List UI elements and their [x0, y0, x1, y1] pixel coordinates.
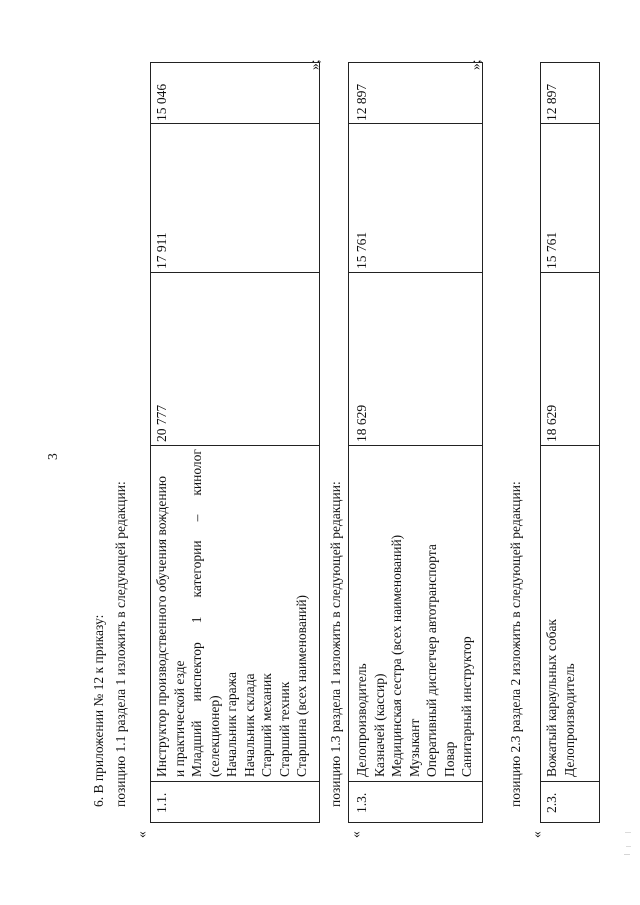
section3-value-3: 12 897	[544, 83, 559, 121]
scan-mark	[624, 854, 630, 855]
section3-value-2: 15 761	[544, 231, 559, 269]
open-quote: «	[529, 831, 544, 838]
scan-mark	[626, 846, 631, 847]
section1-line: Старший техник	[276, 681, 292, 777]
section2-line: Повар	[441, 741, 457, 777]
section1-value-2: 17 911	[154, 232, 169, 269]
section1-value-3: 15 046	[154, 83, 169, 121]
section1-line: Старшина (всех наименований)	[294, 594, 309, 777]
section1-value-1: 20 777	[154, 404, 169, 442]
section1-intro: позицию 1.1 раздела 1 изложить в следующей редакции:	[113, 481, 128, 807]
section3-number: 2.3.	[544, 792, 559, 813]
section1-positions	[153, 449, 311, 777]
page-number: 3	[45, 453, 60, 460]
section2-value-3: 12 897	[354, 83, 369, 121]
section2-line: Казначей (кассир)	[371, 673, 387, 777]
section2-line: Медицинская сестра (всех наименований)	[389, 534, 404, 777]
section2-line: Делопроизводитель	[354, 663, 369, 777]
scan-mark	[625, 832, 631, 833]
section1-line3: Младший инспектор 1 категории – кинолог	[189, 449, 204, 777]
section1-line: Старший механик	[259, 673, 274, 777]
close-quote: »;	[468, 59, 483, 70]
section3-intro: позицию 2.3 раздела 2 изложить в следующей редакции:	[508, 481, 523, 807]
section3-line: Вожатый караульных собак	[544, 619, 559, 777]
section1-line2: и практической езде	[171, 660, 187, 777]
open-quote: «	[348, 831, 363, 838]
section2-line: Оперативный диспетчер автотранспорта	[424, 544, 439, 777]
section1-line: (селекционер)	[206, 695, 222, 777]
section1-number: 1.1.	[154, 792, 169, 813]
section1-line1: Инструктор производственного обучения вождению	[154, 476, 169, 777]
open-quote: «	[134, 831, 149, 838]
section2-value-1: 18 629	[354, 404, 369, 442]
section1-line: Начальник гаража	[224, 672, 239, 777]
section2-line: Санитарный инструктор	[459, 636, 474, 777]
section1-line: Начальник склада	[241, 673, 257, 777]
amendment-heading: 6. В приложении № 12 к приказу:	[91, 614, 106, 807]
section2-line: Музыкант	[406, 718, 422, 777]
section3-positions	[543, 619, 578, 777]
section2-number: 1.3.	[354, 792, 369, 813]
section2-intro: позицию 1.3 раздела 1 изложить в следующей редакции:	[328, 481, 343, 807]
section3-line: Делопроизводитель	[561, 663, 577, 777]
section2-value-2: 15 761	[354, 231, 369, 269]
section3-value-1: 18 629	[544, 404, 559, 442]
section2-positions	[353, 535, 476, 777]
close-quote: »;	[307, 59, 322, 70]
